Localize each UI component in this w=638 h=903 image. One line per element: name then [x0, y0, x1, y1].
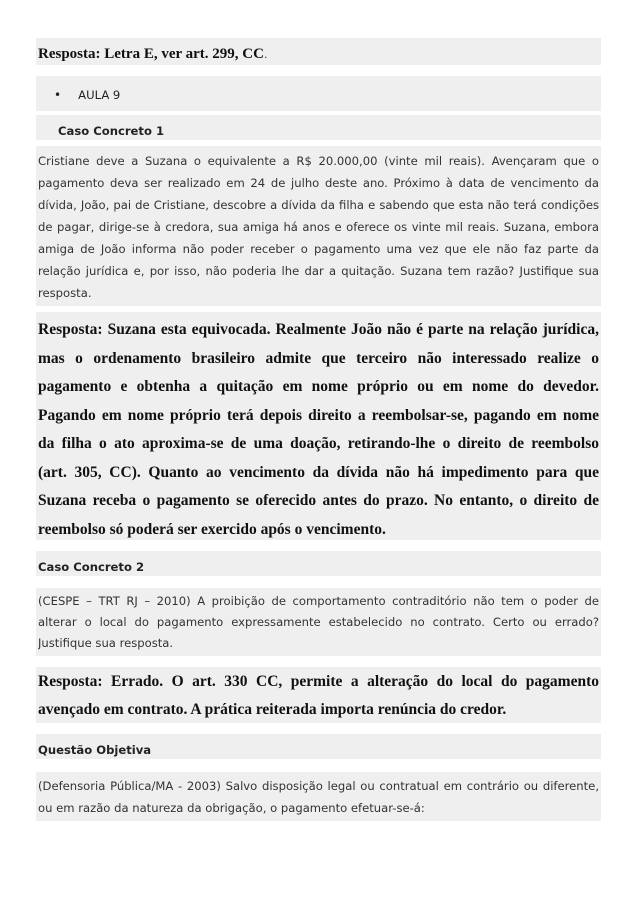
caso1-line: amiga de João informa não poder receber o pagamento uma vez que ele não faz parte da: [38, 242, 599, 256]
caso1-answer-line: Resposta: Suzana esta equivocada. Realmente João não é parte na relação jurídica,: [38, 321, 599, 338]
top-answer-period: .: [263, 48, 268, 61]
caso1-answer: [36, 312, 601, 540]
questao-line: (Defensoria Pública/MA - 2003) Salvo disposição legal ou contratual em contrário ou diferente,: [38, 779, 599, 793]
bullet-icon: •: [54, 88, 62, 102]
caso2-answer-line: avençado em contrato. A prática reiterada importa renúncia do credor.: [38, 701, 507, 718]
caso1-line: resposta.: [38, 286, 92, 300]
caso1-answer-line: mas o ordenamento brasileiro admite que terceiro não interessado realize o: [38, 349, 599, 367]
caso1-answer-line: Pagando em nome próprio terá depois direito a reembolsar-se, pagando em nome: [38, 406, 599, 424]
caso2-line: Justifique sua resposta.: [38, 636, 174, 650]
caso1-line: pagamento deva ser realizado em 24 de julho deste ano. Próximo à data de vencimento da: [38, 176, 599, 190]
questao-line: ou em razão da natureza da obrigação, o pagamento efetuar-se-á:: [38, 801, 425, 815]
aula-label: AULA 9: [78, 88, 121, 102]
questao-paragraph: [36, 772, 601, 821]
top-answer-band: [36, 38, 601, 65]
questao-heading-band: [36, 734, 601, 759]
caso2-heading-band: [36, 551, 601, 576]
caso1-line: Cristiane deve a Suzana o equivalente a R$ 20.000,00 (vinte mil reais). Avençaram que o: [38, 154, 599, 168]
caso2-heading: Caso Concreto 2: [38, 560, 145, 574]
caso2-line: alterar o local do pagamento expressamente estabelecido no contrato. Certo ou errado?: [38, 615, 599, 629]
caso1-paragraph: [36, 146, 601, 306]
aula-band: [36, 76, 601, 111]
caso1-line: relação jurídica e, por isso, não poderia lhe dar a quitação. Suzana tem razão? Justifique sua: [38, 264, 599, 278]
caso1-answer-line: da filha o ato aproxima-se de uma doação, retirando-lhe o direito de reembolso: [38, 435, 599, 452]
caso1-answer-line: pagamento e obtenha a quitação em nome próprio ou em nome do devedor.: [38, 378, 599, 395]
caso1-heading-band: [36, 115, 601, 140]
caso2-answer: [36, 667, 601, 723]
top-answer-text: Resposta: Letra E, ver art. 299, CC: [38, 46, 264, 62]
caso1-answer-line: reembolso só poderá ser exercido após o vencimento.: [38, 520, 386, 538]
caso1-answer-line: Suzana receba o pagamento se oferecido antes do prazo. No entanto, o direito de: [38, 492, 599, 509]
caso1-line: dívida, João, pai de Cristiane, descobre a dívida da filha e sabendo que esta não terá condições: [38, 198, 599, 212]
caso1-line: de pagar, dirige-se à credora, sua amiga há anos e oferece os vinte mil reais. Suzana, embora: [38, 220, 599, 234]
caso2-paragraph: [36, 588, 601, 656]
caso1-heading: Caso Concreto 1: [58, 124, 165, 138]
caso1-answer-line: (art. 305, CC). Quanto ao vencimento da dívida não há impedimento para que: [38, 463, 599, 481]
questao-heading: Questão Objetiva: [38, 743, 152, 757]
caso2-answer-line: Resposta: Errado. O art. 330 CC, permite a alteração do local do pagamento: [38, 673, 599, 690]
caso2-line: (CESPE – TRT RJ – 2010) A proibição de comportamento contraditório não tem o poder de: [38, 594, 599, 608]
